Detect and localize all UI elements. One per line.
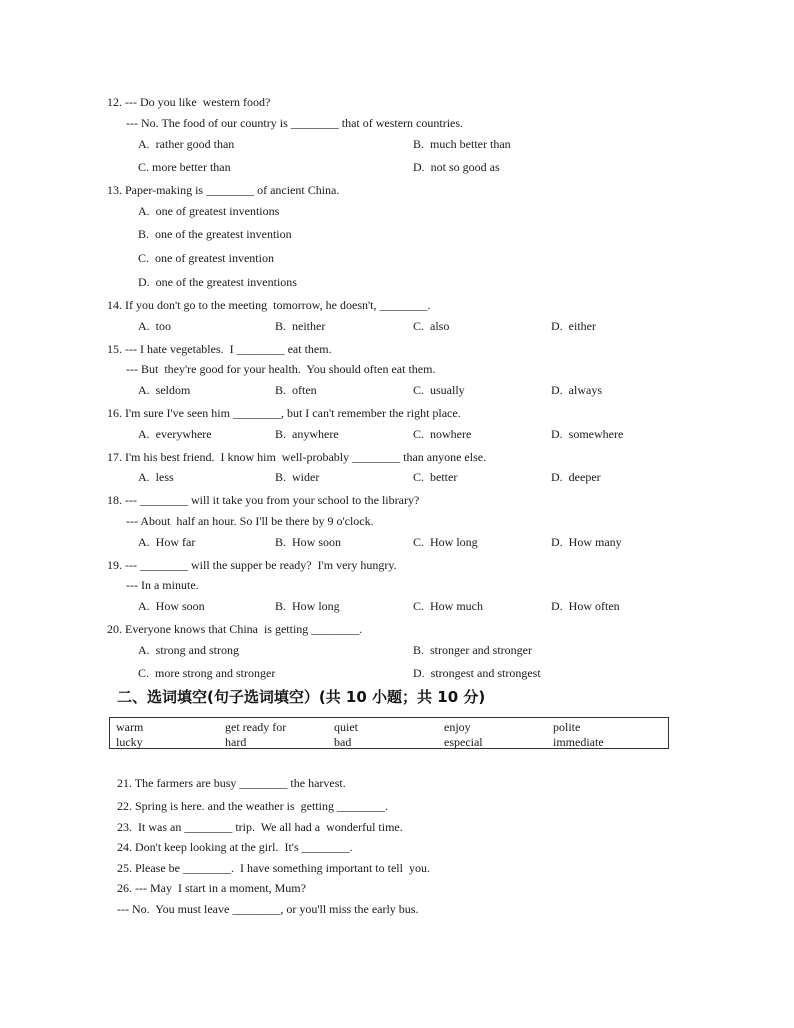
question-20-option-b: B. stronger and stronger <box>413 643 532 657</box>
question-19-option-a: A. How soon <box>138 599 205 613</box>
word-bank-word: hard <box>225 735 247 749</box>
word-bank-word: immediate <box>553 735 604 749</box>
question-12-option-a: A. rather good than <box>138 137 235 151</box>
question-13-option-d: D. one of the greatest inventions <box>138 275 297 289</box>
question-24: 24. Don't keep looking at the girl. It's ________. <box>117 840 353 854</box>
question-14-option-c: C. also <box>413 319 450 333</box>
question-18-option-d: D. How many <box>551 535 622 549</box>
word-bank-word: lucky <box>116 735 143 749</box>
question-13-option-a: A. one of greatest inventions <box>138 204 280 218</box>
question-17-option-c: C. better <box>413 470 458 484</box>
question-19-option-b: B. How long <box>275 599 340 613</box>
question-21: 21. The farmers are busy ________ the harvest. <box>117 776 346 790</box>
question-19-stem: 19. --- ________ will the supper be ready? I'm very hungry. <box>107 558 397 572</box>
question-14-option-d: D. either <box>551 319 596 333</box>
question-14-option-a: A. too <box>138 319 171 333</box>
question-14-stem: 14. If you don't go to the meeting tomorrow, he doesn't, ________. <box>107 298 431 312</box>
question-26: 26. --- May I start in a moment, Mum? <box>117 881 306 895</box>
question-20-option-a: A. strong and strong <box>138 643 239 657</box>
question-15-stem: 15. --- I hate vegetables. I ________ eat them. <box>107 342 332 356</box>
question-20-option-c: C. more strong and stronger <box>138 666 276 680</box>
question-15-option-c: C. usually <box>413 383 465 397</box>
question-18-option-b: B. How soon <box>275 535 342 549</box>
question-20-stem: 20. Everyone knows that China is getting ________. <box>107 622 363 636</box>
question-14-option-b: B. neither <box>275 319 326 333</box>
question-13-stem: 13. Paper-making is ________ of ancient China. <box>107 183 340 197</box>
question-16-option-a: A. everywhere <box>138 427 212 441</box>
question-16-option-d: D. somewhere <box>551 427 624 441</box>
question-16-option-b: B. anywhere <box>275 427 339 441</box>
question-18-stem: 18. --- ________ will it take you from your school to the library? <box>107 493 420 507</box>
question-12-option-b: B. much better than <box>413 137 511 151</box>
question-17-option-b: B. wider <box>275 470 320 484</box>
word-bank-word: especial <box>444 735 483 749</box>
question-17-stem: 17. I'm his best friend. I know him well-probably ________ than anyone else. <box>107 450 487 464</box>
question-16-stem: 16. I'm sure I've seen him ________, but I can't remember the right place. <box>107 406 461 420</box>
question-19-option-d: D. How often <box>551 599 620 613</box>
question-12-option-c: C. more better than <box>138 160 231 174</box>
question-15-line2: --- But they're good for your health. You should often eat them. <box>126 362 436 376</box>
question-17-option-d: D. deeper <box>551 470 601 484</box>
word-bank-word: polite <box>553 720 581 734</box>
word-bank-word: bad <box>334 735 352 749</box>
question-25: 25. Please be ________. I have something important to tell you. <box>117 861 430 875</box>
question-13-option-c: C. one of greatest invention <box>138 251 274 265</box>
question-26-reply: --- No. You must leave ________, or you'll miss the early bus. <box>117 902 419 916</box>
question-22: 22. Spring is here. and the weather is getting ________. <box>117 799 388 813</box>
section-2-title: 二、选词填空(句子选词填空）(共 10 小题；共 10 分) <box>117 688 486 706</box>
question-15-option-b: B. often <box>275 383 317 397</box>
question-16-option-c: C. nowhere <box>413 427 472 441</box>
question-12-option-d: D. not so good as <box>413 160 500 174</box>
question-19-option-c: C. How much <box>413 599 483 613</box>
question-17-option-a: A. less <box>138 470 174 484</box>
word-bank-word: enjoy <box>444 720 471 734</box>
question-13-option-b: B. one of the greatest invention <box>138 227 292 241</box>
question-23: 23. It was an ________ trip. We all had a wonderful time. <box>117 820 403 834</box>
word-bank-word: warm <box>116 720 144 734</box>
question-20-option-d: D. strongest and strongest <box>413 666 541 680</box>
question-18-option-c: C. How long <box>413 535 478 549</box>
word-bank-box <box>109 717 669 749</box>
question-12-stem: 12. --- Do you like western food? <box>107 95 271 109</box>
question-19-line2: --- In a minute. <box>126 578 199 592</box>
question-18-line2: --- About half an hour. So I'll be there by 9 o'clock. <box>126 514 374 528</box>
question-18-option-a: A. How far <box>138 535 196 549</box>
question-15-option-d: D. always <box>551 383 602 397</box>
question-12-line2: --- No. The food of our country is ________ that of western countries. <box>126 116 464 130</box>
word-bank-word: quiet <box>334 720 358 734</box>
word-bank-word: get ready for <box>225 720 287 734</box>
question-15-option-a: A. seldom <box>138 383 191 397</box>
